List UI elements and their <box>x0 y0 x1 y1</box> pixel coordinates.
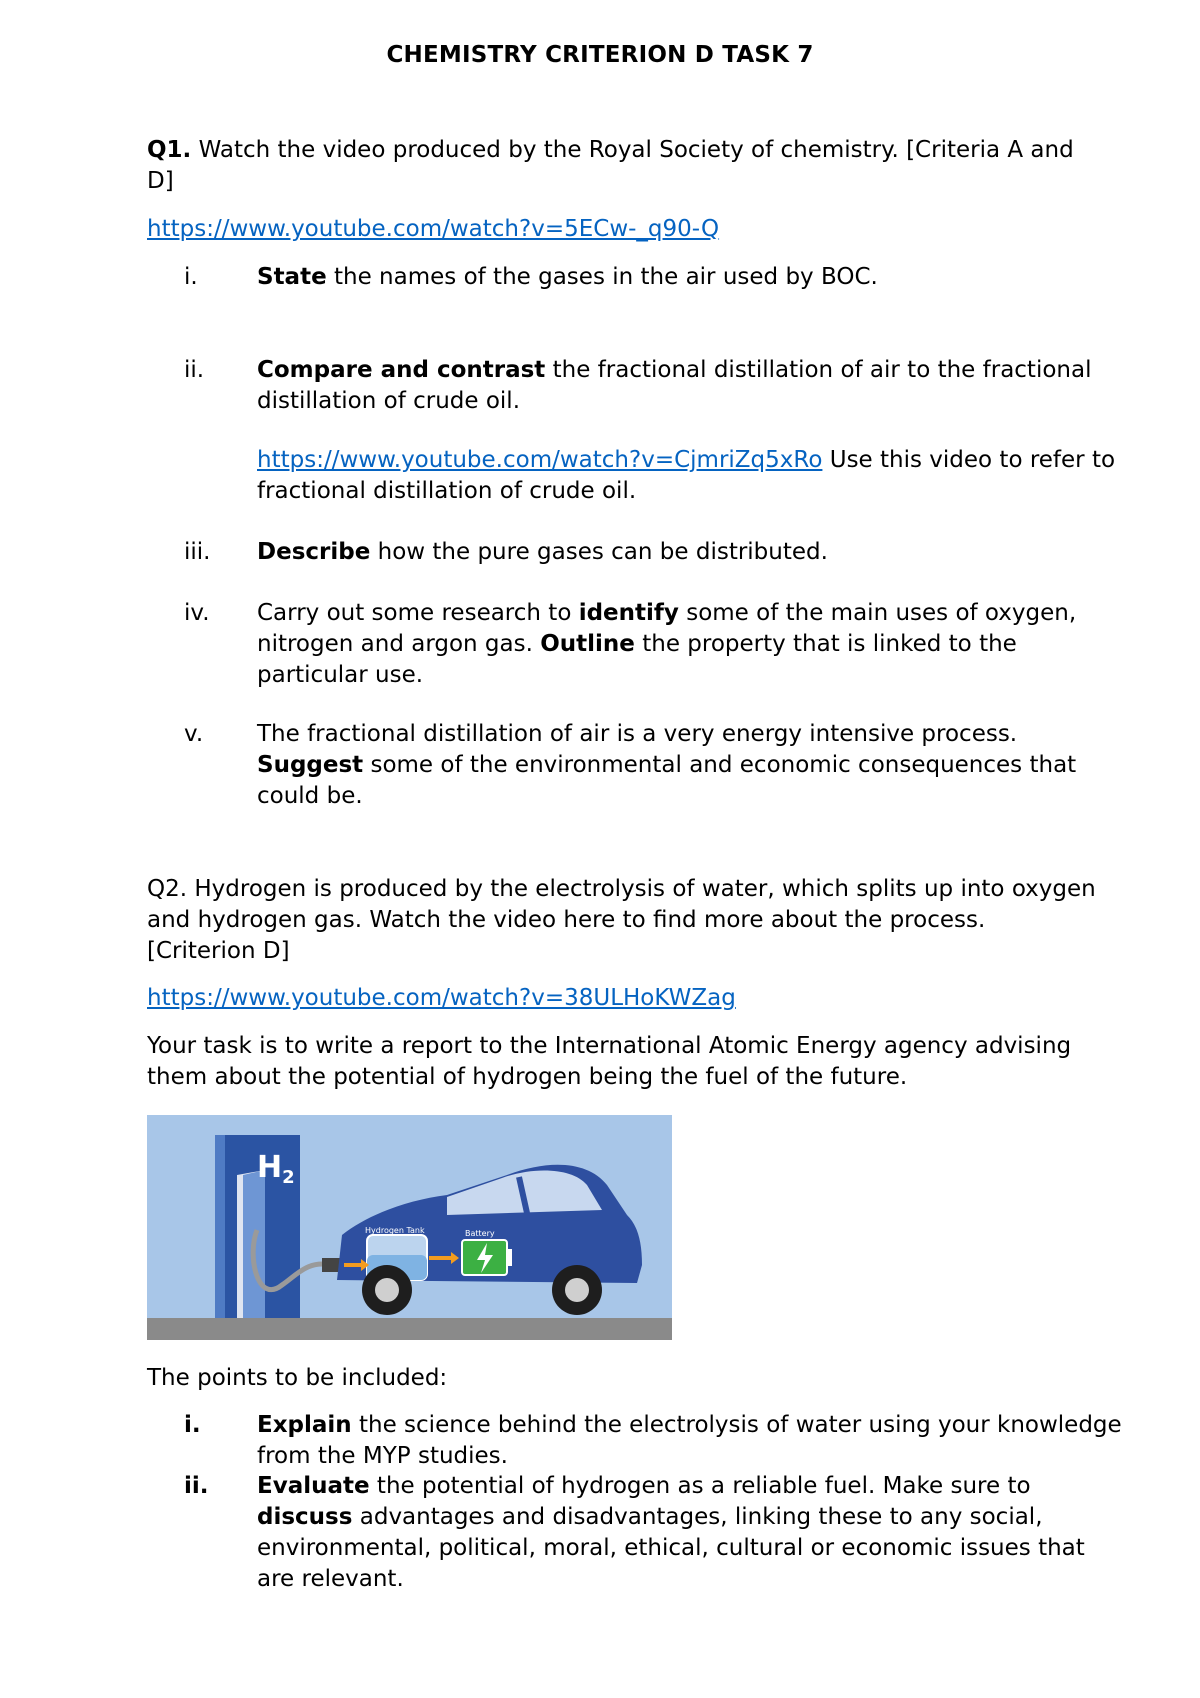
item-text: the fractional distillation of air to the fractional distillation of crude oil. <box>257 357 1092 414</box>
q2-intro <box>147 874 1107 967</box>
q1-item-number: v. <box>184 721 204 747</box>
ground <box>147 1318 672 1340</box>
q1-video-link[interactable]: https://www.youtube.com/watch?v=5ECw-_q90-Q <box>147 216 720 242</box>
crude-oil-video-link[interactable]: https://www.youtube.com/watch?v=CjmriZq5xRo <box>257 447 823 473</box>
q1-item-research <box>257 598 1127 691</box>
keyword-outline: Outline <box>540 631 635 657</box>
item-text: some of the main uses of oxygen, nitrogen and argon gas. <box>257 600 1077 657</box>
item-text: Carry out some research to <box>257 600 579 626</box>
h2-label: $H_2$ <box>257 1150 295 1188</box>
q1-item-number: ii. <box>184 357 205 383</box>
point-explain <box>257 1410 1127 1472</box>
q1-item-suggest <box>257 719 1127 812</box>
item-text: the potential of hydrogen as a reliable fuel. Make sure to <box>369 1473 1031 1499</box>
tank-label: Hydrogen Tank <box>365 1226 425 1235</box>
sublink-text: Use this video to refer to fractional distillation of crude oil. <box>257 447 1116 504</box>
keyword-state: State <box>257 264 327 290</box>
keyword-explain: Explain <box>257 1412 352 1438</box>
item-text: The fractional distillation of air is a very energy intensive process. <box>257 721 1018 747</box>
points-intro: The points to be included: <box>147 1365 448 1391</box>
q1-link-row <box>147 214 1107 245</box>
item-text: some of the environmental and economic consequences that could be. <box>257 752 1077 809</box>
keyword-identify: identify <box>578 600 679 626</box>
hydrogen-car-illustration <box>147 1115 672 1340</box>
q1-item-number: iii. <box>184 539 211 565</box>
q1-item-describe <box>257 537 1127 568</box>
keyword-compare-contrast: Compare and contrast <box>257 357 546 383</box>
page-title: CHEMISTRY CRITERION D TASK 7 <box>386 42 814 68</box>
q1-item-number: iv. <box>184 600 210 626</box>
item-text: the science behind the electrolysis of water using your knowledge from the MYP studies. <box>257 1412 1122 1469</box>
point-number: i. <box>184 1412 201 1438</box>
q2-task: Your task is to write a report to the International Atomic Energy agency advising them about the potential of hydrogen being the fuel of the future. <box>147 1033 1072 1090</box>
q1-intro <box>147 135 1107 197</box>
item-text: the names of the gases in the air used by BOC. <box>326 264 878 290</box>
item-text: advantages and disadvantages, linking these to any social, environmental, political, moral, ethical, cultural or economic issues that are relevant. <box>257 1504 1085 1592</box>
item-text: the property that is linked to the particular use. <box>257 631 1017 688</box>
q1-sublink-row <box>257 445 1127 507</box>
q1-item-compare <box>257 355 1127 417</box>
q2-criterion: [Criterion D] <box>147 938 290 964</box>
q2-text: Q2. Hydrogen is produced by the electrolysis of water, which splits up into oxygen and hydrogen gas. Watch the video here to find more about the process. <box>147 876 1096 933</box>
q1-text: Watch the video produced by the Royal Society of chemistry. [Criteria A and D] <box>147 137 1074 194</box>
battery-label: Battery <box>465 1229 495 1238</box>
q1-item-state <box>257 262 1127 293</box>
point-evaluate <box>257 1471 1127 1595</box>
q1-label: Q1. <box>147 137 192 163</box>
keyword-discuss: discuss <box>257 1504 353 1530</box>
q2-video-link[interactable]: https://www.youtube.com/watch?v=38ULHoKWZag <box>147 985 736 1011</box>
q2-link-row <box>147 983 1107 1014</box>
keyword-suggest: Suggest <box>257 752 364 778</box>
q1-item-number: i. <box>184 264 198 290</box>
item-text: how the pure gases can be distributed. <box>370 539 828 565</box>
keyword-describe: Describe <box>257 539 371 565</box>
keyword-evaluate: Evaluate <box>257 1473 370 1499</box>
point-number: ii. <box>184 1473 209 1499</box>
